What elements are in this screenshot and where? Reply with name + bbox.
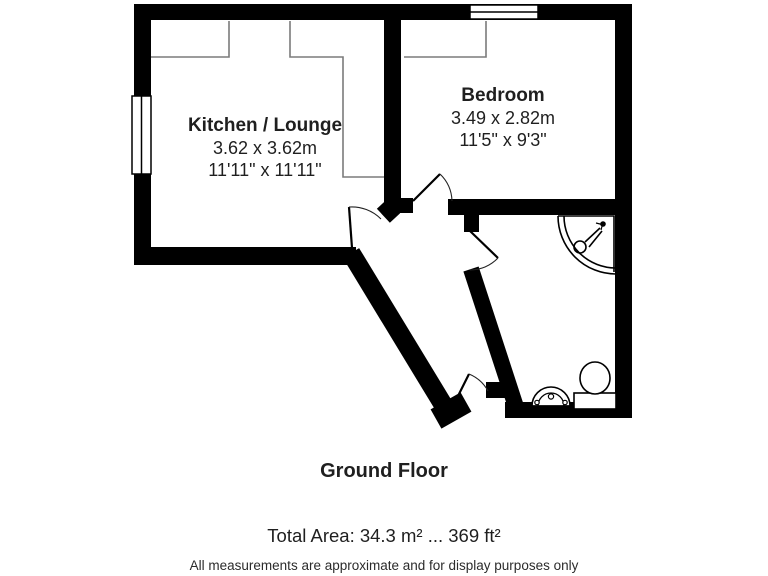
door-kitchen bbox=[349, 207, 381, 248]
kitchen-lounge-label bbox=[188, 115, 342, 181]
window-kitchen-left bbox=[132, 96, 151, 174]
bedroom-size-imperial: 11'5" x 9'3" bbox=[459, 130, 547, 150]
total-area-text: Total Area: 34.3 m² ... 369 ft² bbox=[267, 525, 501, 546]
floor-title: Ground Floor bbox=[320, 460, 448, 482]
wall-divider bbox=[384, 18, 401, 206]
wash-basin-icon bbox=[530, 387, 572, 406]
corner-shower-icon bbox=[558, 216, 616, 274]
wall-kitchen-bottom bbox=[134, 247, 356, 265]
kitchen-lounge-size-imperial: 11'11" x 11'11" bbox=[208, 160, 322, 180]
wall-hall-left-diagonal bbox=[351, 253, 447, 411]
walls bbox=[134, 4, 632, 419]
toilet-icon bbox=[574, 362, 616, 409]
wall-hall-left-foot bbox=[436, 402, 466, 419]
kitchen-counter-left-line bbox=[151, 21, 229, 57]
wall-divider-foot bbox=[382, 204, 395, 218]
bedroom-name: Bedroom bbox=[461, 85, 545, 106]
door-bathroom bbox=[470, 231, 498, 270]
kitchen-lounge-name: Kitchen / Lounge bbox=[187, 115, 343, 136]
wall-top bbox=[134, 4, 632, 20]
bedroom-wardrobe-line bbox=[404, 21, 486, 57]
kitchen-lounge-size-metric: 3.62 x 3.62m bbox=[212, 138, 318, 158]
wall-right bbox=[615, 4, 632, 418]
wall-bathroom-door-jamb bbox=[464, 215, 479, 232]
window-bedroom-top bbox=[470, 5, 538, 19]
wall-bedroom-bottom bbox=[448, 199, 616, 215]
bedroom-size-metric: 3.49 x 2.82m bbox=[450, 108, 556, 128]
disclaimer-text: All measurements are approximate and for display purposes only bbox=[189, 558, 579, 573]
bedroom-label bbox=[451, 85, 555, 151]
door-bedroom bbox=[413, 174, 452, 201]
